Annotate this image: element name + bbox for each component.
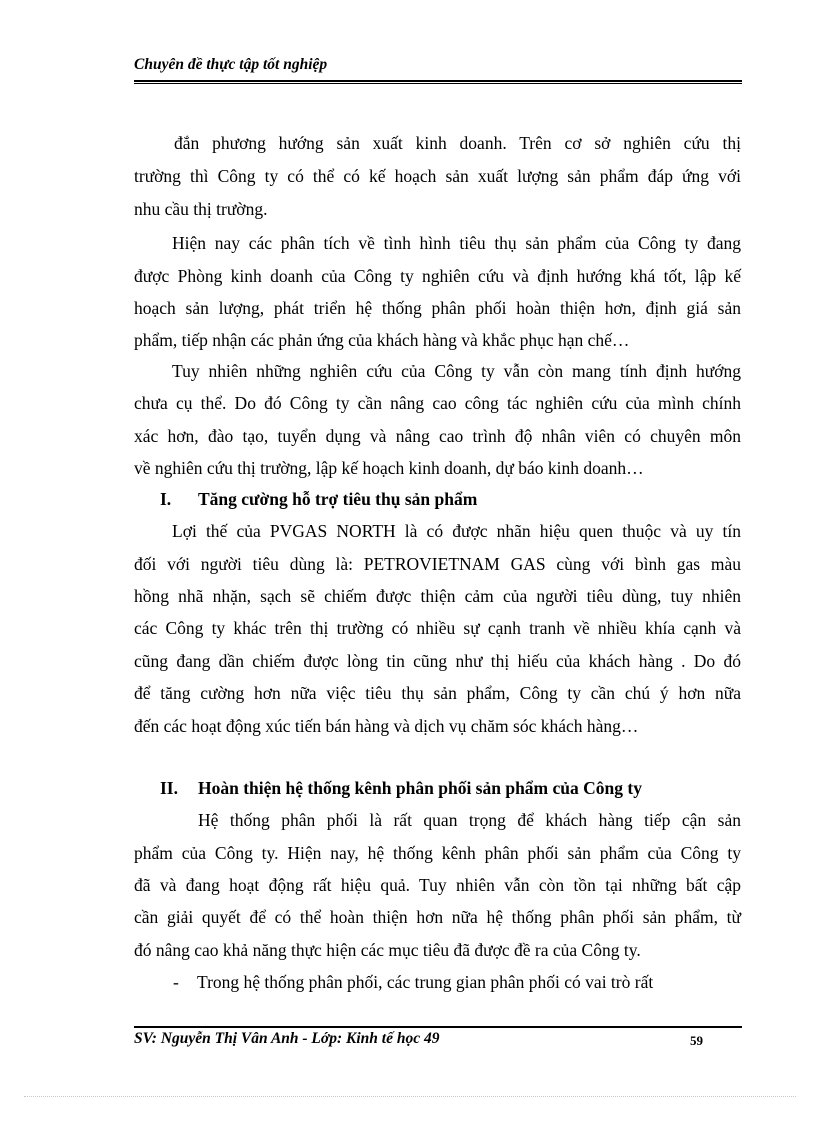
paragraph-line: Lợi thế của PVGAS NORTH là có được nhãn hiệu quen thuộc và uy tín <box>172 521 741 541</box>
paragraph-line: để tăng cường hơn nữa việc tiêu thụ sản phẩm, Công ty cần chú ý hơn nữa <box>134 683 741 703</box>
header-rule <box>134 80 742 82</box>
paragraph-line: xác hơn, đào tạo, tuyển dụng và nâng cao trình độ nhân viên có chuyên môn <box>134 426 741 446</box>
page-number: 59 <box>690 1033 703 1048</box>
paragraph-line: phẩm, tiếp nhận các phản ứng của khách hàng và khắc phục hạn chế… <box>134 330 630 350</box>
header-rule-thin <box>134 83 742 84</box>
section-heading-2 <box>160 778 642 799</box>
page-bottom-divider <box>24 1096 796 1097</box>
section-title: Hoàn thiện hệ thống kênh phân phối sản phẩm của Công ty <box>198 778 642 798</box>
page-header-title: Chuyên đề thực tập tốt nghiệp <box>134 56 328 73</box>
paragraph-line: chưa cụ thể. Do đó Công ty cần nâng cao công tác nghiên cứu của mình chính <box>134 393 741 413</box>
paragraph-line: được Phòng kinh doanh của Công ty nghiên cứu và định hướng khá tốt, lập kế <box>134 266 741 286</box>
footer-rule <box>134 1026 742 1028</box>
paragraph-line: phẩm của Công ty. Hiện nay, hệ thống kênh phân phối sản phẩm của Công ty <box>134 843 741 863</box>
bullet-line: Trong hệ thống phân phối, các trung gian phân phối có vai trò rất <box>197 972 654 992</box>
paragraph-line: đã và đang hoạt động rất hiệu quả. Tuy nhiên vẫn còn tồn tại những bất cập <box>134 875 741 895</box>
paragraph-line: đó nâng cao khả năng thực hiện các mục tiêu đã được đề ra của Công ty. <box>134 940 641 960</box>
paragraph-line: về nghiên cứu thị trường, lập kế hoạch kinh doanh, dự báo kinh doanh… <box>134 458 644 478</box>
section-number: I. <box>160 489 172 509</box>
paragraph-line: cũng đang dần chiếm được lòng tin cũng như thị hiếu của khách hàng . Do đó <box>134 651 741 671</box>
paragraph-line: cần giải quyết để có thể hoàn thiện hơn nữa hệ thống phân phối sản phẩm, từ <box>134 907 741 927</box>
footer-author: SV: Nguyễn Thị Vân Anh - Lớp: Kinh tế học 49 <box>134 1030 440 1047</box>
paragraph-line: Hệ thống phân phối là rất quan trọng để khách hàng tiếp cận sản <box>198 810 741 830</box>
paragraph-line: Hiện nay các phân tích về tình hình tiêu thụ sản phẩm của Công ty đang <box>172 233 741 253</box>
paragraph-line: Tuy nhiên những nghiên cứu của Công ty vẫn còn mang tính định hướng <box>172 361 741 381</box>
section-heading-1 <box>160 489 477 510</box>
paragraph-line: đến các hoạt động xúc tiến bán hàng và dịch vụ chăm sóc khách hàng… <box>134 716 639 736</box>
section-title: Tăng cường hỗ trợ tiêu thụ sản phẩm <box>198 489 478 509</box>
bullet-dash: - <box>173 972 179 992</box>
paragraph-line: đắn phương hướng sản xuất kinh doanh. Trên cơ sở nghiên cứu thị <box>174 133 741 153</box>
paragraph-line: trường thì Công ty có thể có kế hoạch sản xuất lượng sản phẩm đáp ứng với <box>134 166 741 186</box>
paragraph-line: các Công ty khác trên thị trường có nhiều sự cạnh tranh về nhiều khía cạnh và <box>134 618 741 638</box>
paragraph-line: nhu cầu thị trường. <box>134 199 268 219</box>
paragraph-line: hồng nhã nhặn, sạch sẽ chiếm được thiện cảm của người tiêu dùng, tuy nhiên <box>134 586 741 606</box>
paragraph-line: đối với người tiêu dùng là: PETROVIETNAM GAS cùng với bình gas màu <box>134 554 741 574</box>
paragraph-line: hoạch sản lượng, phát triển hệ thống phân phối hoàn thiện hơn, định giá sản <box>134 298 741 318</box>
section-number: II. <box>160 778 178 798</box>
